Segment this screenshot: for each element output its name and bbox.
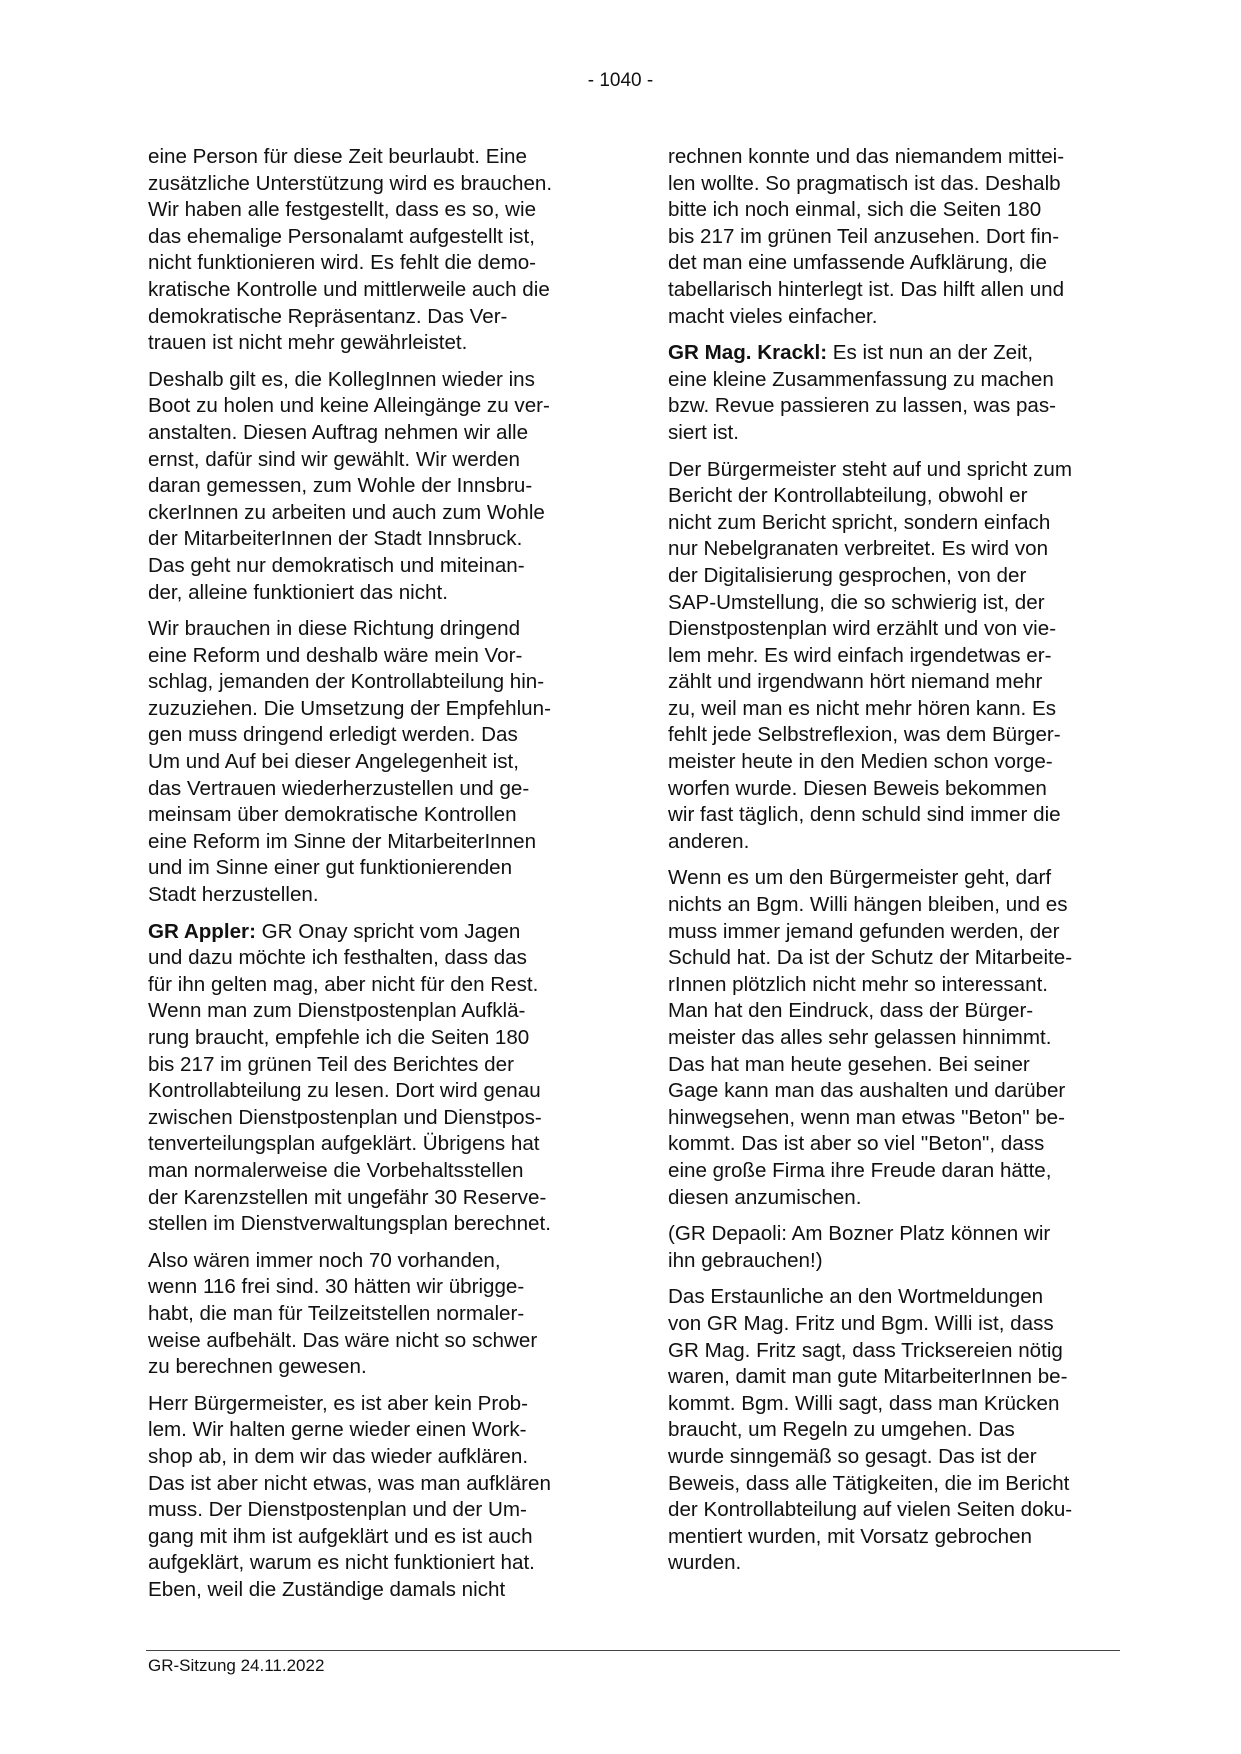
- paragraph: Wir brauchen in diese Richtung dringend eine Reform und deshalb wäre mein Vor- schlag, jemanden der Kontrollabteilung hin- zuzuziehen. Die Umsetzung der Empfehlun- gen muss dringend erledigt werden. Das Um und Auf bei dieser Angelegenheit ist, das Vertrauen wiederherzustellen und ge- meinsam über demokratische Kontrollen eine Reform im Sinne der MitarbeiterInnen und im Sinne einer gut funktionierenden Stadt herzustellen.: [148, 617, 551, 907]
- paragraph: Herr Bürgermeister, es ist aber kein Prob- lem. Wir halten gerne wieder einen Work- shop ab, in dem wir das wieder aufklären. Das ist aber nicht etwas, was man aufklären muss. Der Dienstpostenplan und der Um- gang mit ihm ist aufgeklärt und es ist auch aufgeklärt, warum es nicht funktioniert hat. Eben, weil die Zuständige damals nicht: [148, 1391, 551, 1601]
- speaker-name: GR Mag. Krackl:: [668, 341, 828, 365]
- paragraph: Das Erstaunliche an den Wortmeldungen von GR Mag. Fritz und Bgm. Willi ist, dass GR Mag. Fritz sagt, dass Tricksereien nötig waren, damit man gute MitarbeiterInnen be- kommt. Bgm. Willi sagt, dass man Krücken braucht, um Regeln zu umgehen. Das wurde sinngemäß so gesagt. Das ist der Beweis, dass alle Tätigkeiten, die im Bericht der Kontrollabteilung auf vielen Seiten doku- mentiert wurden, mit Vorsatz gebrochen wurden.: [668, 1285, 1073, 1575]
- footer-text: GR-Sitzung 24.11.2022: [148, 1656, 325, 1675]
- paragraph: Wenn es um den Bürgermeister geht, darf nichts an Bgm. Willi hängen bleiben, und es muss immer jemand gefunden werden, der Schuld hat. Da ist der Schutz der Mitarbeite- rInnen plötzlich nicht mehr so interessant. Man hat den Eindruck, dass der Bürger- meister das alles sehr gelassen hinnimmt. Das hat man heute gesehen. Bei seiner Gage kann man das aushalten und darüber hinwegsehen, wenn man etwas "Beton" be- kommt. Das ist aber so viel "Beton", dass eine große Firma ihre Freude daran hätte, diesen anzumischen.: [668, 866, 1073, 1209]
- paragraph: rechnen konnte und das niemandem mittei- len wollte. So pragmatisch ist das. Deshalb bitte ich noch einmal, sich die Seiten 180 bis 217 im grünen Teil anzusehen. Dort fin- det man eine umfassende Aufklärung, die tabellarisch hinterlegt ist. Das hilft allen und macht vieles einfacher.: [668, 145, 1065, 328]
- speech-paragraph: [148, 919, 600, 1238]
- right-column: [668, 144, 1126, 1587]
- left-column: [148, 144, 600, 1613]
- paragraph: Deshalb gilt es, die KollegInnen wieder ins Boot zu holen und keine Alleingänge zu ver- anstalten. Diesen Auftrag nehmen wir alle ernst, dafür sind wir gewählt. Wir werden daran gemessen, zum Wohle der Innsbru- ckerInnen zu arbeiten und auch zum Wohle der MitarbeiterInnen der Stadt Innsbruck. Das geht nur demokratisch und miteinan- der, alleine funktioniert das nicht.: [148, 367, 550, 604]
- paragraph: Der Bürgermeister steht auf und spricht zum Bericht der Kontrollabteilung, obwohl er nicht zum Bericht spricht, sondern einfach nur Nebelgranaten verbreitet. Es wird von der Digitalisierung gesprochen, von der SAP-Umstellung, die so schwierig ist, der Dienstpostenplan wird erzählt und von vie- lem mehr. Es wird einfach irgendetwas er- zählt und irgendwann hört niemand mehr zu, weil man es nicht mehr hören kann. Es fehlt jede Selbstreflexion, was dem Bürger- meister heute in den Medien schon vorge- worfen wurde. Diesen Beweis bekommen wir fast täglich, denn schuld sind immer die anderen.: [668, 457, 1073, 853]
- speech-paragraph: [668, 340, 1126, 446]
- speech-text: GR Onay spricht vom Jagen und dazu möchte ich festhalten, dass das für ihn gelten mag, aber nicht für den Rest. Wenn man zum Dienstpostenplan Aufklä- rung braucht, empfehle ich die Seiten 180 bis 217 im grünen Teil des Berichtes der Kontrollabteilung zu lesen. Dort wird genau zwischen Dienstpostenplan und Dienstpos- tenverteilungsplan aufgeklärt. Übrigens hat man normalerweise die Vorbehaltsstellen der Karenzstellen mit ungefähr 30 Reserve- stellen im Dienstverwaltungsplan berechnet.: [148, 919, 551, 1236]
- speaker-name: GR Appler:: [148, 919, 256, 943]
- paragraph: eine Person für diese Zeit beurlaubt. Eine zusätzliche Unterstützung wird es brauchen. Wir haben alle festgestellt, dass es so, wie das ehemalige Personalamt aufgestellt ist, nicht funktionieren wird. Es fehlt die demo- kratische Kontrolle und mittlerweile auch die demokratische Repräsentanz. Das Ver- trauen ist nicht mehr gewährleistet.: [148, 145, 553, 355]
- interjection: (GR Depaoli: Am Bozner Platz können wir ihn gebrauchen!): [668, 1222, 1051, 1272]
- page-number: - 1040 -: [587, 70, 654, 91]
- speech-text: Es ist nun an der Zeit, eine kleine Zusammenfassung zu machen bzw. Revue passieren zu lassen, was pas- siert ist.: [668, 341, 1057, 444]
- footer-divider: [146, 1650, 1120, 1651]
- paragraph: Also wären immer noch 70 vorhanden, wenn 116 frei sind. 30 hätten wir übrigge- habt, die man für Teilzeitstellen normaler- weise aufbehält. Das wäre nicht so schwer zu berechnen gewesen.: [148, 1248, 538, 1379]
